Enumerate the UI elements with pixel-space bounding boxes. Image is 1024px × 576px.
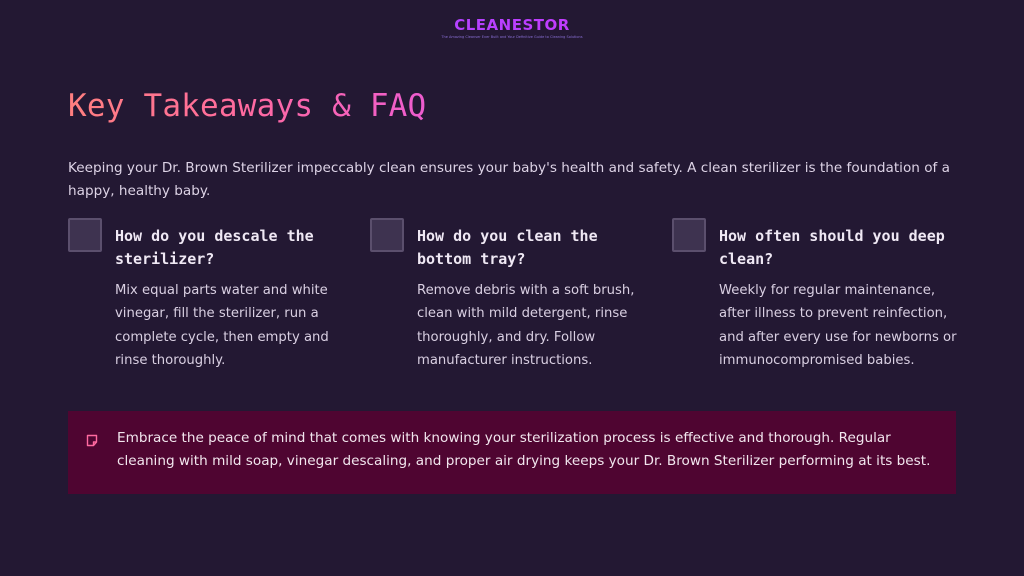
callout-box <box>68 411 956 494</box>
note-icon <box>86 434 98 447</box>
checkbox-icon <box>672 218 706 252</box>
checkbox-icon <box>68 218 102 252</box>
faq-answer: Weekly for regular maintenance, after illness to prevent reinfection, and after every use for newborns or immunocompromised babies. <box>719 283 957 368</box>
callout-text: Embrace the peace of mind that comes with knowing your sterilization process is effective and thorough. Regular cleaning with mild soap, vinegar descaling, and proper air drying keeps your Dr. Brown Sterilizer performing at its best. <box>117 430 931 469</box>
faq-question: How often should you deep clean? <box>719 227 945 268</box>
intro-paragraph: Keeping your Dr. Brown Sterilizer impeccably clean ensures your baby's health and safety. A clean sterilizer is the foundation of a happy, healthy baby. <box>68 160 950 199</box>
brand-header <box>0 16 1024 40</box>
faq-question: How do you clean the bottom tray? <box>417 227 598 268</box>
brand-tagline: The Amazing Cleanser Ever Built and Your Definitive Guide to Cleaning Solutions <box>441 35 583 39</box>
faq-question: How do you descale the sterilizer? <box>115 227 314 268</box>
faq-answer: Mix equal parts water and white vinegar, fill the sterilizer, run a complete cycle, then empty and rinse thoroughly. <box>115 283 329 368</box>
brand-logo: CLEANESTOR <box>0 16 1024 34</box>
checkbox-icon <box>370 218 404 252</box>
faq-answer: Remove debris with a soft brush, clean with mild detergent, rinse thoroughly, and dry. Follow manufacturer instructions. <box>417 283 635 368</box>
page-title: Key Takeaways & FAQ <box>68 88 427 124</box>
